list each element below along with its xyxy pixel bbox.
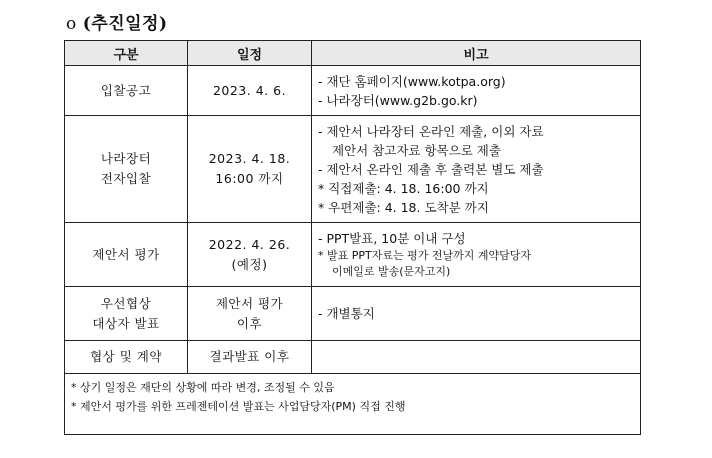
schedule-line: 결과발표 이후 — [209, 349, 290, 364]
category-line: 우선협상 — [100, 295, 152, 311]
remark-line: - 제안서 온라인 제출 후 출력본 별도 제출 — [318, 161, 544, 177]
category-cell — [65, 116, 188, 223]
header-schedule: 일정 — [188, 41, 312, 66]
remark-line: * 우편제출: 4. 18. 도착분 까지 — [318, 199, 489, 215]
table-row — [65, 223, 641, 287]
category-cell — [65, 223, 188, 287]
remarks-cell — [312, 223, 641, 287]
table-row — [65, 287, 641, 341]
schedule-line: 2023. 4. 18. — [208, 151, 291, 166]
header-remarks: 비고 — [312, 41, 641, 66]
schedule-cell — [188, 66, 312, 116]
section-heading — [66, 9, 168, 34]
category-line: 대상자 발표 — [92, 315, 160, 331]
category-line: 입찰공고 — [100, 82, 152, 98]
schedule-line: 2022. 4. 26. — [208, 236, 291, 252]
notes-row — [65, 374, 641, 435]
notes-cell — [65, 374, 641, 435]
schedule-line: 2023. 4. 6. — [212, 82, 287, 98]
category-cell — [65, 66, 188, 116]
remark-line: * 발표 PPT자료는 평가 전날까지 계약담당자 — [318, 249, 531, 262]
category-cell — [65, 341, 188, 374]
schedule-cell — [188, 287, 312, 341]
remarks-cell — [312, 341, 641, 374]
remark-line: - PPT발표, 10분 이내 구성 — [318, 231, 466, 246]
remark-line: 제안서 참고자료 항목으로 제출 — [332, 142, 501, 158]
category-cell — [65, 287, 188, 341]
remark-line: - 개별통지 — [318, 306, 375, 321]
remarks-cell — [312, 287, 641, 341]
heading-bullet: o — [66, 14, 77, 34]
schedule-line: (예정) — [231, 256, 268, 272]
category-line: 전자입찰 — [100, 171, 152, 186]
remark-line: - 재단 홈페이지(www.kotpa.org) — [318, 73, 506, 89]
table-row — [65, 116, 641, 223]
schedule-line: 제안서 평가 — [215, 295, 284, 311]
remark-line: * 직접제출: 4. 18. 16:00 까지 — [318, 180, 489, 196]
category-line: 나라장터 — [100, 151, 152, 166]
category-line: 제안서 평가 — [92, 246, 160, 262]
remarks-cell — [312, 116, 641, 223]
remark-line: - 나라장터(www.g2b.go.kr) — [318, 92, 478, 108]
table-row — [65, 66, 641, 116]
note-line: * 상기 일정은 재단의 상황에 따라 변경, 조정될 수 있음 — [71, 381, 335, 394]
remark-line: - 제안서 나라장터 온라인 제출, 이외 자료 — [318, 123, 544, 139]
note-line: * 제안서 평가를 위한 프레젠테이션 발표는 사업담당자(PM) 직접 진행 — [71, 400, 406, 413]
schedule-cell — [188, 116, 312, 223]
header-row — [65, 41, 641, 66]
schedule-cell — [188, 223, 312, 287]
remark-line: 이메일로 발송(문자고지) — [332, 265, 451, 278]
header-category: 구분 — [65, 41, 188, 66]
schedule-table — [64, 40, 641, 435]
remarks-cell — [312, 66, 641, 116]
heading-text: (추진일정) — [82, 14, 168, 34]
schedule-line: 이후 — [236, 315, 263, 331]
category-line: 협상 및 계약 — [90, 349, 162, 364]
schedule-cell — [188, 341, 312, 374]
schedule-line: 16:00 까지 — [215, 171, 284, 186]
table-row — [65, 341, 641, 374]
